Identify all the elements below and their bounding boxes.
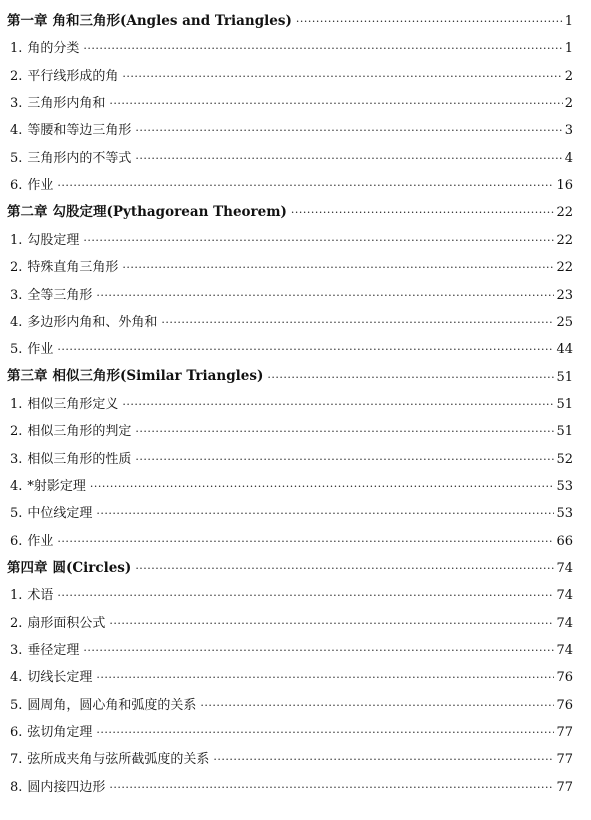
toc-section-row[interactable] (0, 774, 591, 801)
page-number: 74 (556, 615, 573, 631)
page-number: 77 (556, 752, 573, 768)
section-number: 4. (10, 123, 23, 139)
page-number: 74 (556, 561, 573, 576)
toc-section-row[interactable] (0, 90, 591, 117)
section-number: 6. (10, 178, 23, 194)
section-number: 7. (10, 752, 23, 768)
dot-leader (122, 71, 562, 82)
section-title: 作业 (27, 533, 54, 549)
dot-leader (83, 645, 554, 656)
section-number: 2. (10, 68, 23, 84)
page-number: 16 (556, 178, 573, 194)
section-title: 弦切角定理 (27, 725, 93, 741)
toc-chapter-row[interactable] (0, 555, 591, 582)
section-number: 8. (10, 779, 23, 795)
toc-entry (7, 199, 573, 226)
toc-section-row[interactable] (0, 145, 591, 172)
toc-entry (7, 364, 573, 391)
toc-entry (10, 336, 573, 363)
dot-leader (83, 235, 554, 246)
toc-section-row[interactable] (0, 418, 591, 445)
page-number: 76 (556, 670, 573, 686)
toc-entry (10, 418, 573, 445)
section-number: 2. (10, 260, 23, 276)
page-number: 66 (556, 533, 573, 549)
section-title: 全等三角形 (27, 287, 93, 303)
section-title: 术语 (27, 588, 54, 604)
page-number: 1 (564, 41, 573, 57)
section-title: 相似三角形的判定 (27, 424, 132, 440)
dot-leader (161, 317, 554, 328)
dot-leader (96, 508, 554, 519)
toc-section-row[interactable] (0, 117, 591, 144)
toc-section-row[interactable] (0, 746, 591, 773)
section-title: 三角形内的不等式 (27, 150, 132, 166)
page-number: 53 (556, 506, 573, 522)
toc-entry (10, 309, 573, 336)
dot-leader (109, 618, 554, 629)
page-number: 51 (556, 424, 573, 440)
toc-section-row[interactable] (0, 336, 591, 363)
page-number: 22 (556, 260, 573, 276)
section-title: 角的分类 (27, 41, 80, 57)
toc-section-row[interactable] (0, 582, 591, 609)
toc-entry (10, 746, 573, 773)
page-number: 2 (564, 68, 573, 84)
section-title: 勾股定理 (27, 232, 80, 248)
section-title: 作业 (27, 342, 54, 358)
page-number: 51 (556, 396, 573, 412)
toc-entry (10, 63, 573, 90)
section-number: 3. (10, 287, 23, 303)
chapter-number: 第一章 (7, 12, 48, 29)
toc-section-row[interactable] (0, 610, 591, 637)
toc-entry (10, 282, 573, 309)
page-number: 44 (556, 342, 573, 358)
section-number: 5. (10, 342, 23, 358)
section-title: 等腰和等边三角形 (27, 123, 132, 139)
toc-entry (10, 145, 573, 172)
dot-leader (83, 43, 562, 54)
dot-leader (200, 700, 554, 711)
dot-leader (96, 727, 554, 738)
toc-section-row[interactable] (0, 309, 591, 336)
page-number: 74 (556, 588, 573, 604)
toc-entry (10, 473, 573, 500)
page-number: 4 (564, 150, 573, 166)
section-title: 扇形面积公式 (27, 615, 106, 631)
toc-chapter-row[interactable] (0, 8, 591, 35)
dot-leader (57, 590, 554, 601)
dot-leader (109, 98, 562, 109)
page-number: 76 (556, 697, 573, 713)
toc-entry (10, 35, 573, 62)
toc-chapter-row[interactable] (0, 199, 591, 226)
section-number: 4. (10, 314, 23, 330)
section-number: 1. (10, 232, 23, 248)
toc-section-row[interactable] (0, 446, 591, 473)
toc-entry (10, 172, 573, 199)
section-title: 三角形内角和 (27, 96, 106, 112)
section-title: 多边形内角和、外角和 (27, 314, 158, 330)
page-number: 74 (556, 643, 573, 659)
section-title: 圆周角，圆心角和弧度的关系 (27, 697, 197, 713)
toc-entry (10, 719, 573, 746)
page-number: 52 (556, 451, 573, 467)
toc-section-row[interactable] (0, 473, 591, 500)
toc-section-row[interactable] (0, 692, 591, 719)
toc-section-row[interactable] (0, 63, 591, 90)
section-title: 垂径定理 (27, 643, 80, 659)
dot-leader (135, 563, 554, 574)
section-number: 4. (10, 478, 23, 494)
section-number: 6. (10, 533, 23, 549)
toc-entry (10, 582, 573, 609)
section-number: 3. (10, 451, 23, 467)
section-title: 相似三角形定义 (27, 396, 119, 412)
chapter-number: 第二章 (7, 204, 48, 221)
toc-entry (10, 774, 573, 801)
toc-section-row[interactable] (0, 500, 591, 527)
section-title: 相似三角形的性质 (27, 451, 132, 467)
dot-leader (96, 672, 554, 683)
section-number: 5. (10, 697, 23, 713)
page-number: 51 (556, 369, 573, 385)
section-number: 3. (10, 96, 23, 112)
page-number: 53 (556, 478, 573, 494)
toc-entry (10, 227, 573, 254)
chapter-title: 相似三角形(Similar Triangles) (52, 368, 264, 385)
dot-leader (135, 426, 554, 437)
toc-entry (7, 8, 573, 35)
toc-section-row[interactable] (0, 282, 591, 309)
dot-leader (296, 16, 563, 27)
section-title: 平行线形成的角 (27, 68, 119, 84)
dot-leader (57, 180, 554, 191)
page-number: 2 (564, 96, 573, 112)
section-number: 6. (10, 725, 23, 741)
page-number: 22 (556, 232, 573, 248)
toc-entry (10, 637, 573, 664)
toc-section-row[interactable] (0, 35, 591, 62)
toc-entry (10, 391, 573, 418)
dot-leader (213, 754, 554, 765)
toc-section-row[interactable] (0, 719, 591, 746)
dot-leader (122, 399, 554, 410)
section-number: 5. (10, 150, 23, 166)
section-title: 圆内接四边形 (27, 779, 106, 795)
section-title: 特殊直角三角形 (27, 260, 119, 276)
dot-leader (122, 262, 554, 273)
toc-entry (10, 446, 573, 473)
toc-entry (10, 117, 573, 144)
page-number: 77 (556, 779, 573, 795)
page-number: 22 (556, 205, 573, 221)
section-number: 5. (10, 506, 23, 522)
section-number: 3. (10, 643, 23, 659)
section-title: 弦所成夹角与弦所截弧度的关系 (27, 752, 210, 768)
toc-entry (10, 90, 573, 117)
toc-entry (10, 664, 573, 691)
toc-entry (10, 610, 573, 637)
dot-leader (267, 372, 554, 383)
chapter-title: 勾股定理(Pythagorean Theorem) (52, 204, 287, 221)
toc-section-row[interactable] (0, 227, 591, 254)
dot-leader (291, 207, 555, 218)
section-number: 2. (10, 615, 23, 631)
toc-section-row[interactable] (0, 391, 591, 418)
section-number: 4. (10, 670, 23, 686)
section-number: 1. (10, 396, 23, 412)
section-title: *射影定理 (27, 478, 86, 494)
section-title: 作业 (27, 178, 54, 194)
section-number: 1. (10, 41, 23, 57)
chapter-title: 圆(Circles) (52, 559, 132, 576)
page-number: 1 (564, 14, 573, 29)
dot-leader (135, 153, 562, 164)
toc-entry (10, 500, 573, 527)
section-number: 1. (10, 588, 23, 604)
toc-entry (10, 692, 573, 719)
chapter-title: 角和三角形(Angles and Triangles) (52, 12, 292, 29)
toc-section-row[interactable] (0, 664, 591, 691)
section-title: 中位线定理 (27, 506, 93, 522)
toc-section-row[interactable] (0, 528, 591, 555)
dot-leader (96, 290, 554, 301)
toc-entry (7, 555, 573, 582)
toc-section-row[interactable] (0, 254, 591, 281)
toc-section-row[interactable] (0, 172, 591, 199)
page-number: 77 (556, 725, 573, 741)
dot-leader (135, 125, 562, 136)
page-number: 25 (556, 314, 573, 330)
page-number: 3 (564, 123, 573, 139)
dot-leader (135, 454, 554, 465)
dot-leader (57, 536, 554, 547)
section-title: 切线长定理 (27, 670, 93, 686)
toc-entry (10, 254, 573, 281)
section-number: 2. (10, 424, 23, 440)
dot-leader (109, 782, 554, 793)
chapter-number: 第四章 (7, 559, 48, 576)
dot-leader (90, 481, 555, 492)
page-number: 23 (556, 287, 573, 303)
toc-chapter-row[interactable] (0, 364, 591, 391)
toc-entry (10, 528, 573, 555)
chapter-number: 第三章 (7, 368, 48, 385)
dot-leader (57, 344, 554, 355)
toc-section-row[interactable] (0, 637, 591, 664)
